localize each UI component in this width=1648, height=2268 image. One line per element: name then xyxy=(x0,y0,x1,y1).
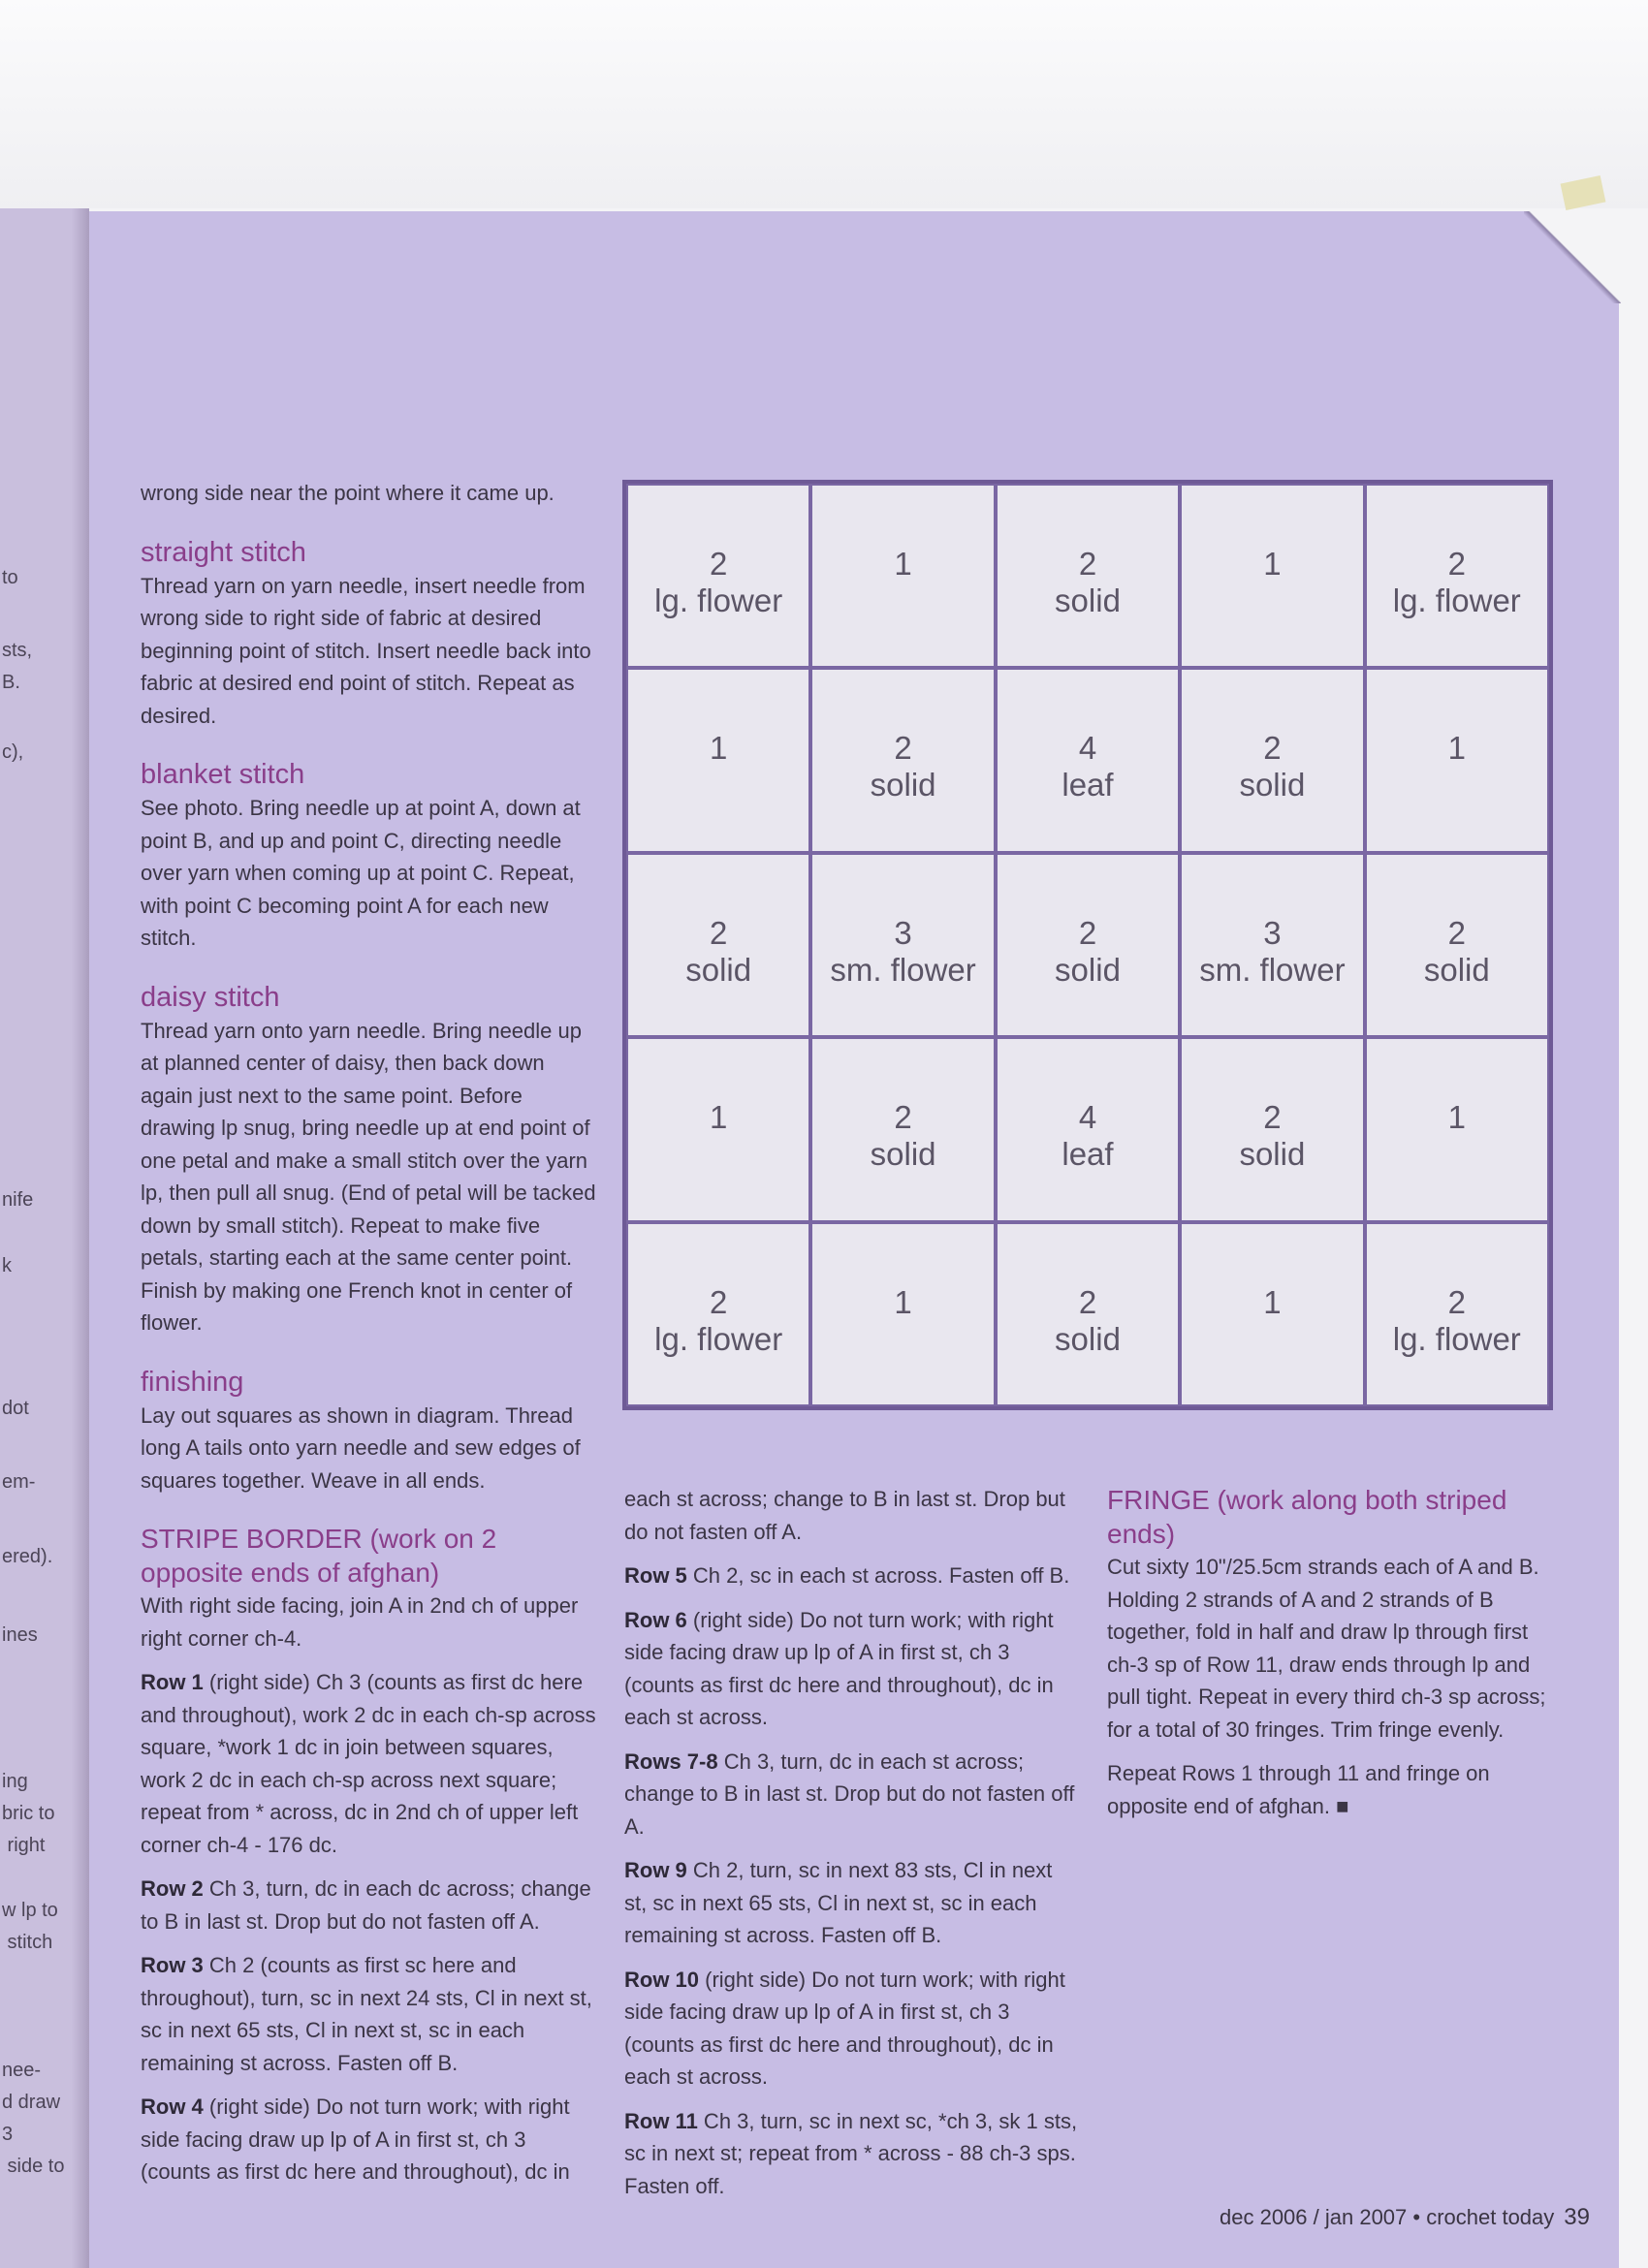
fringe-closing: Repeat Rows 1 through 11 and fringe on opposite end of afghan. ■ xyxy=(1107,1761,1490,1818)
row-label: Row 10 xyxy=(624,1967,700,1992)
continuation-text: each st across; change to B in last st. Drop but do not fasten off A. xyxy=(624,1487,1065,1544)
row-text: (right side) Do not turn work; with right side facing draw up lp of A in first st, ch 3 (counts as first dc here and throughout), dc in each st across. xyxy=(624,1967,1065,2089)
square-count: 4 xyxy=(1078,1099,1097,1136)
section-heading: daisy stitch xyxy=(141,981,280,1013)
left-fragment: nife xyxy=(2,1189,34,1211)
section-body: Lay out squares as shown in diagram. Thread long A tails onto yarn needle and sew edges of squares together. Weave in all ends. xyxy=(141,1402,581,1493)
diagram-square xyxy=(1365,668,1549,852)
diagram-square xyxy=(810,484,995,668)
square-type: solid xyxy=(1055,1320,1121,1357)
row-text: Ch 2 (counts as first sc here and throughout), turn, sc in next 24 sts, Cl in next st, sc in next 65 sts, Cl in next st, sc in each remaining st across. Fasten off B. xyxy=(141,1953,592,2075)
diagram-square xyxy=(996,853,1180,1037)
section-finishing xyxy=(141,1365,596,1497)
row-instruction xyxy=(624,1604,1080,1734)
diagram-square xyxy=(626,1037,810,1221)
diagram-square xyxy=(626,853,810,1037)
diagram-square xyxy=(1180,484,1364,668)
facing-page-edge xyxy=(0,208,89,2268)
left-fragment: c), xyxy=(2,741,24,763)
left-fragment: dot xyxy=(2,1398,29,1419)
section-heading: straight stitch xyxy=(141,536,306,568)
left-fragment: ing bric to right xyxy=(2,1771,55,1856)
diagram-square xyxy=(996,668,1180,852)
square-type: solid xyxy=(1423,951,1490,988)
square-count: 2 xyxy=(1447,1283,1466,1320)
diagram-square xyxy=(1180,853,1364,1037)
row-instruction xyxy=(624,1964,1080,2094)
diagram-square xyxy=(810,853,995,1037)
left-fragment: k xyxy=(2,1255,12,1276)
square-type: solid xyxy=(870,767,936,803)
stripe-intro: With right side facing, join A in 2nd ch of upper right corner ch-4. xyxy=(141,1593,579,1651)
section-heading: blanket stitch xyxy=(141,759,305,790)
page-footer xyxy=(1220,2204,1590,2231)
square-count: 1 xyxy=(710,1099,728,1136)
diagram-square xyxy=(996,1222,1180,1406)
row-text: (right side) Do not turn work; with right side facing draw up lp of A in first st, ch 3 (counts as first dc here and throughout), dc in xyxy=(141,2095,570,2184)
square-type: solid xyxy=(1239,767,1306,803)
left-fragment: ered). xyxy=(2,1546,53,1567)
square-type: leaf xyxy=(1062,1136,1114,1173)
fringe-body: Cut sixty 10"/25.5cm strands each of A and B. Holding 2 strands of A and 2 strands of B together, fold in half and draw lp through first ch-3 sp of Row 11, draw ends through lp and pull tight. Repeat in every third ch-3 sp across; for a total of 30 fringes. Trim fringe evenly. xyxy=(1107,1555,1546,1742)
row-label: Row 1 xyxy=(141,1670,204,1694)
square-type: solid xyxy=(870,1136,936,1173)
row-text: Ch 3, turn, dc in each dc across; change to B in last st. Drop but do not fasten off A. xyxy=(141,1876,591,1934)
square-count: 1 xyxy=(894,546,912,582)
diagram-square xyxy=(1365,1037,1549,1221)
row-instruction xyxy=(141,1666,596,1861)
diagram-square xyxy=(1365,853,1549,1037)
column-1 xyxy=(141,477,596,2200)
square-count: 1 xyxy=(1447,730,1466,767)
diagram-square xyxy=(996,1037,1180,1221)
section-straight-stitch xyxy=(141,535,596,733)
section-blanket-stitch xyxy=(141,757,596,955)
row-instruction xyxy=(141,1873,596,1937)
page-number: 39 xyxy=(1564,2204,1590,2230)
square-count: 2 xyxy=(1263,730,1282,767)
row-label: Row 4 xyxy=(141,2095,204,2119)
diagram-square xyxy=(1365,1222,1549,1406)
square-type: solid xyxy=(685,951,752,988)
square-count: 1 xyxy=(1263,1283,1282,1320)
column-3 xyxy=(1107,1483,1553,1834)
row-label: Row 5 xyxy=(624,1563,687,1588)
diagram-square xyxy=(1365,484,1549,668)
square-count: 2 xyxy=(1078,914,1097,951)
diagram-square xyxy=(626,1222,810,1406)
intro-text: wrong side near the point where it came up. xyxy=(141,481,555,505)
row-text: (right side) Do not turn work; with right side facing draw up lp of A in first st, ch 3 (counts as first dc here and throughout), dc in each st across. xyxy=(624,1607,1054,1729)
square-type: sm. flower xyxy=(830,951,976,988)
section-body: Thread yarn on yarn needle, insert needle from wrong side to right side of fabric at desired beginning point of stitch. Insert needle back into fabric at desired end point of stitch. Repeat as desired. xyxy=(141,573,591,728)
left-fragment: em- xyxy=(2,1471,36,1493)
row-text: Ch 3, turn, dc in each st across; change to B in last st. Drop but do not fasten off A. xyxy=(624,1748,1075,1839)
left-fragment: nee- d draw 3 side to xyxy=(2,2060,65,2177)
square-count: 2 xyxy=(1447,546,1466,582)
diagram-square xyxy=(1180,1037,1364,1221)
square-count: 2 xyxy=(894,730,912,767)
row-label: Rows 7-8 xyxy=(624,1748,718,1774)
square-type: sm. flower xyxy=(1199,951,1346,988)
square-count: 1 xyxy=(1263,546,1282,582)
row-instruction xyxy=(141,2091,596,2189)
diagram-square xyxy=(810,1037,995,1221)
row-label: Row 6 xyxy=(624,1607,687,1632)
diagram-square xyxy=(810,668,995,852)
row-text: Ch 2, sc in each st across. Fasten off B. xyxy=(686,1563,1070,1588)
square-count: 2 xyxy=(710,914,728,951)
square-count: 2 xyxy=(1078,1283,1097,1320)
square-count: 1 xyxy=(894,1283,912,1320)
left-fragment: ines xyxy=(2,1624,38,1646)
square-count: 2 xyxy=(710,1283,728,1320)
square-count: 3 xyxy=(1263,914,1282,951)
row-instruction xyxy=(624,1746,1080,1843)
section-heading: finishing xyxy=(141,1366,244,1398)
row-instruction xyxy=(624,1854,1080,1952)
square-count: 2 xyxy=(894,1099,912,1136)
diagram-square xyxy=(1180,1222,1364,1406)
row-text: (right side) Ch 3 (counts as first dc here and throughout), work 2 dc in each ch-sp across square, *work 1 dc in join between squares, work 2 dc in each ch-sp across next square; repeat from * across, dc in 2nd ch of upper left corner ch-4 - 176 dc. xyxy=(141,1670,596,1857)
fringe-heading: FRINGE (work along both striped ends) xyxy=(1107,1485,1507,1549)
diagram-square xyxy=(810,1222,995,1406)
square-type: lg. flower xyxy=(654,583,783,618)
row-label: Row 9 xyxy=(624,1858,687,1882)
square-type: lg. flower xyxy=(1392,583,1521,618)
square-count: 4 xyxy=(1078,730,1097,767)
square-count: 2 xyxy=(710,546,728,582)
left-fragment: sts, B. xyxy=(2,640,33,693)
square-count: 2 xyxy=(1263,1099,1282,1136)
square-count: 3 xyxy=(894,914,912,951)
scan-background xyxy=(0,0,1648,208)
folded-corner xyxy=(1524,211,1621,303)
diagram-square xyxy=(626,484,810,668)
square-type: lg. flower xyxy=(1392,1320,1521,1357)
square-type: solid xyxy=(1055,951,1121,988)
square-type: lg. flower xyxy=(654,1320,783,1357)
section-body: See photo. Bring needle up at point A, down at point B, and up and point C, directing needle over yarn when coming up at point C. Repeat, with point C becoming point A for each new stitch. xyxy=(141,796,581,950)
issue-line: dec 2006 / jan 2007 • crochet today xyxy=(1220,2205,1555,2229)
row-instruction xyxy=(624,1559,1080,1592)
diagram-square xyxy=(996,484,1180,668)
square-count: 2 xyxy=(1078,546,1097,582)
square-count: 1 xyxy=(710,730,728,767)
square-count: 2 xyxy=(1447,914,1466,951)
left-fragment: w lp to stitch xyxy=(2,1900,58,1953)
row-text: Ch 2, turn, sc in next 83 sts, Cl in next st, sc in next 65 sts, Cl in next st, sc in each remaining st across. Fasten off B. xyxy=(624,1858,1053,1947)
section-daisy-stitch xyxy=(141,980,596,1339)
square-count: 1 xyxy=(1447,1099,1466,1136)
row-label: Row 2 xyxy=(141,1876,204,1901)
column-2 xyxy=(624,1483,1080,2214)
diagram-square xyxy=(626,668,810,852)
row-instruction xyxy=(141,1949,596,2079)
square-type: leaf xyxy=(1062,767,1114,803)
row-label: Row 3 xyxy=(141,1953,204,1977)
left-fragment: to xyxy=(2,567,18,588)
stripe-border-heading: STRIPE BORDER (work on 2 opposite ends of afghan) xyxy=(141,1524,497,1588)
diagram-square xyxy=(1180,668,1364,852)
row-instruction xyxy=(624,2105,1080,2203)
section-body: Thread yarn onto yarn needle. Bring needle up at planned center of daisy, then back down again just next to the same point. Before drawing lp snug, bring needle up at end point of one petal and make a small stitch over the yarn lp, then pull all snug. (End of petal will be tacked down by small stitch). Repeat to make five petals, starting each at the same center point. Finish by making one French knot in center of flower. xyxy=(141,1018,596,1335)
square-type: solid xyxy=(1055,583,1121,618)
afghan-layout-diagram xyxy=(622,480,1553,1410)
row-label: Row 11 xyxy=(624,2108,698,2133)
row-text: Ch 3, turn, sc in next sc, *ch 3, sk 1 sts, sc in next st; repeat from * across - 88 ch-3 sps. Fasten off. xyxy=(624,2108,1078,2198)
square-type: solid xyxy=(1239,1136,1306,1173)
